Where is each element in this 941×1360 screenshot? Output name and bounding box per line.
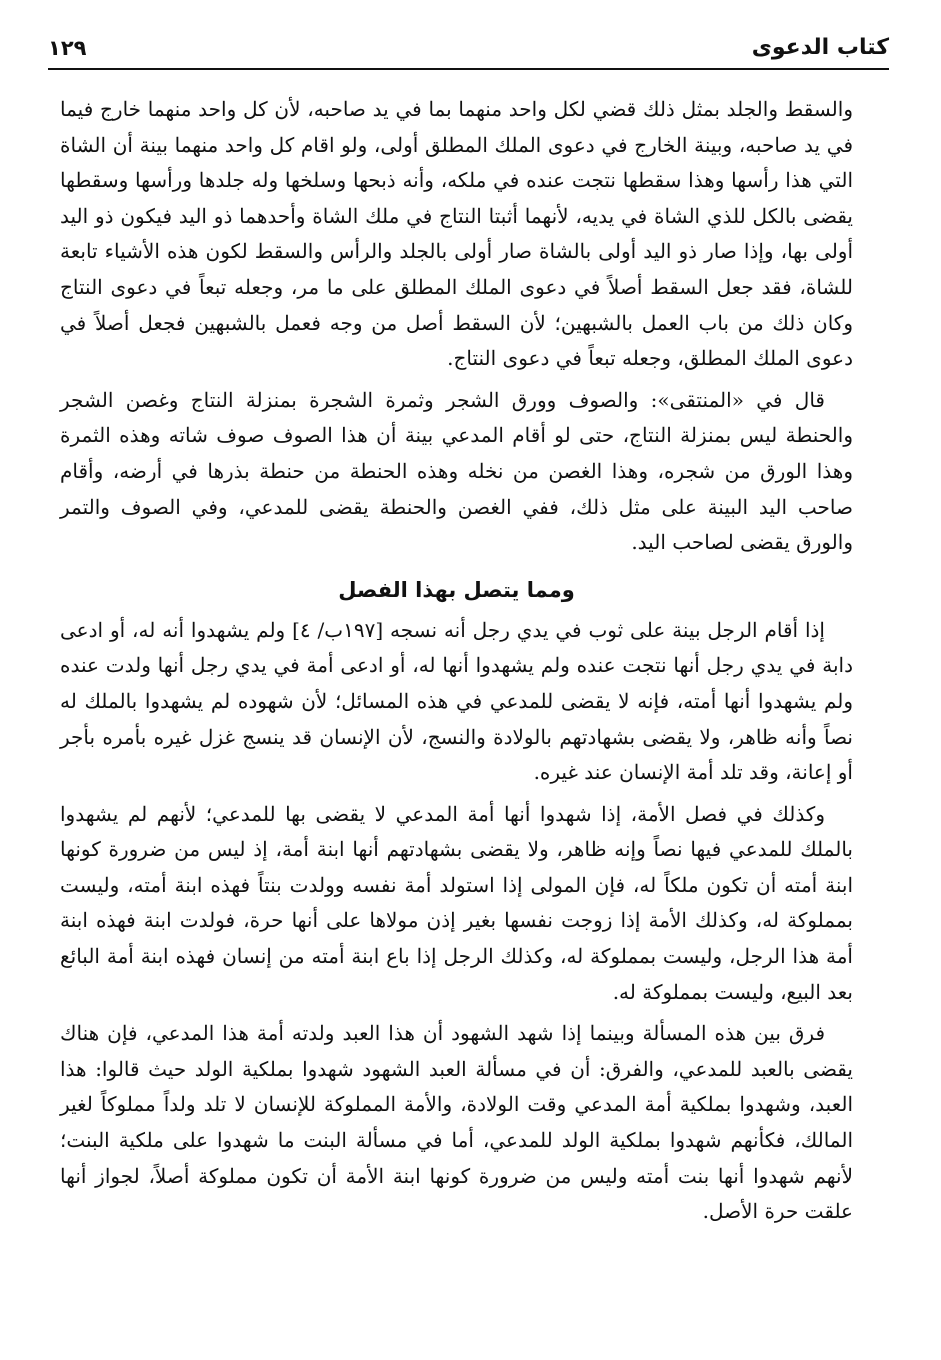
paragraph-2: قال في «المنتقى»: والصوف وورق الشجر وثمرة الشجرة بمنزلة النتاج وغصن الشجر والحنطة ليس بمنزلة النتاج، حتى لو أقام المدعي بينة أن هذا الصوف صوف شاته وهذه الثمرة وهذا الورق من شجره، وهذا الغصن من نخله وهذه الحنطة من حنطة بذرها في أرضه، وأقام صاحب اليد البينة على مثل ذلك، ففي الغصن والحنطة يقضى للمدعي، وفي الصوف والتمر والورق يقضى لصاحب اليد. — [60, 387, 853, 555]
header-rule — [48, 68, 889, 70]
section-paragraph-2: وكذلك في فصل الأمة، إذا شهدوا أنها أمة المدعي لا يقضى بها للمدعي؛ لأنهم لم يشهدوا بالملك للمدعي فيها نصاً وإنه ظاهر، ولا يقضى بشهادتهم أنها ابنة أمة، إذ ليس من ضرورة كونها ابنة أمته أن تكون ملكاً له، فإن المولى إذا استولد أمة نفسه وولدت بنتاً فهذه ابنة أمته، وليست بمملوكة له، وكذلك الأمة إذا زوجت نفسها بغير إذن مولاها على أنها حرة، فولدت ابنة فهذه ابنة أمة هذا الرجل، وليست بمملوكة له، وكذلك الرجل إذا باع ابنة أمته من إنسان فهذه ابنة أمة البائع بعد البيع، وليست بمملوكة له. — [60, 801, 853, 1004]
page-header — [48, 30, 889, 66]
section-paragraph-3: فرق بين هذه المسألة وبينما إذا شهد الشهود أن هذا العبد ولدته أمة هذا المدعي، فإن هناك يقضى بالعبد للمدعي، والفرق: أن في مسألة العبد الشهود شهدوا بملكية الولد حيث قالوا: هذا العبد، وشهدوا بملكية أمة المدعي وقت الولادة، والأمة المملوكة للإنسان لا تلد ولداً مملوكاً لغير المالك، فكأنهم شهدوا بملكية الولد للمدعي، أما في مسألة البنت ما شهدوا على ملكية البنت؛ لأنهم شهدوا أنها بنت أمته وليس من ضرورة كونها ابنة الأمة أن تكون مملوكة أصلاً، لجواز أنها علقت حرة الأصل. — [60, 1021, 853, 1224]
paragraph-1: والسقط والجلد بمثل ذلك قضي لكل واحد منهما بما في يد صاحبه، لأن كل واحد منهما خارج فيما في يد صاحبه، وبينة الخارج في دعوى الملك المطلق أولى، ولو اقام كل واحد منهما بينة أن الشاة التي هذا رأسها وهذا سقطها نتجت عنده في ملكه، وأنه ذبحها وسلخها وله جلدها ورأسها وسقطها يقضى بالكل للذي الشاة في يديه، لأنهما أثبتا النتاج في ملك الشاة وأحدهما ذو اليد فيكون ذو اليد أولى بها، وإذا صار ذو اليد أولى بالشاة صار أولى بالجلد والرأس والسقط لكون هذه الأشياء تابعة للشاة، فقد جعل السقط أصلاً في دعوى الملك المطلق على ما مر، وجعله تبعاً في دعوى النتاج وكان ذلك من باب العمل بالشبهين؛ لأن السقط أصل من وجه فعمل بالشبهين فجعل أصلاً في دعوى الملك المطلق، وجعله تبعاً في دعوى النتاج. — [60, 97, 853, 371]
section-heading: ومما يتصل بهذا الفصل — [338, 577, 575, 602]
running-title: كتاب الدعوى — [751, 35, 889, 60]
body-text — [60, 92, 853, 1230]
section-paragraph-1: إذا أقام الرجل بينة على ثوب في يدي رجل أنه نسجه [١٩٧ب/ ٤] ولم يشهدوا أنه له، أو ادعى دابة في يدي رجل أنها نتجت عنده ولم يشهدوا أنها له، أو ادعى أمة في يدي رجل أنها ولدت عنده ولم يشهدوا أنها أمته، فإنه لا يقضى للمدعي في هذه المسائل؛ لأن شهوده لم يشهدوا بالملك له نصاً وأنه ظاهر، ولا يقضى بشهادتهم بالولادة والنسج، لأن الإنسان قد ينسج غزل غيره بأمره بأجر أو إعانة، وقد تلد أمة الإنسان عند غيره. — [60, 617, 853, 785]
page-number: ١٢٩ — [48, 36, 87, 60]
